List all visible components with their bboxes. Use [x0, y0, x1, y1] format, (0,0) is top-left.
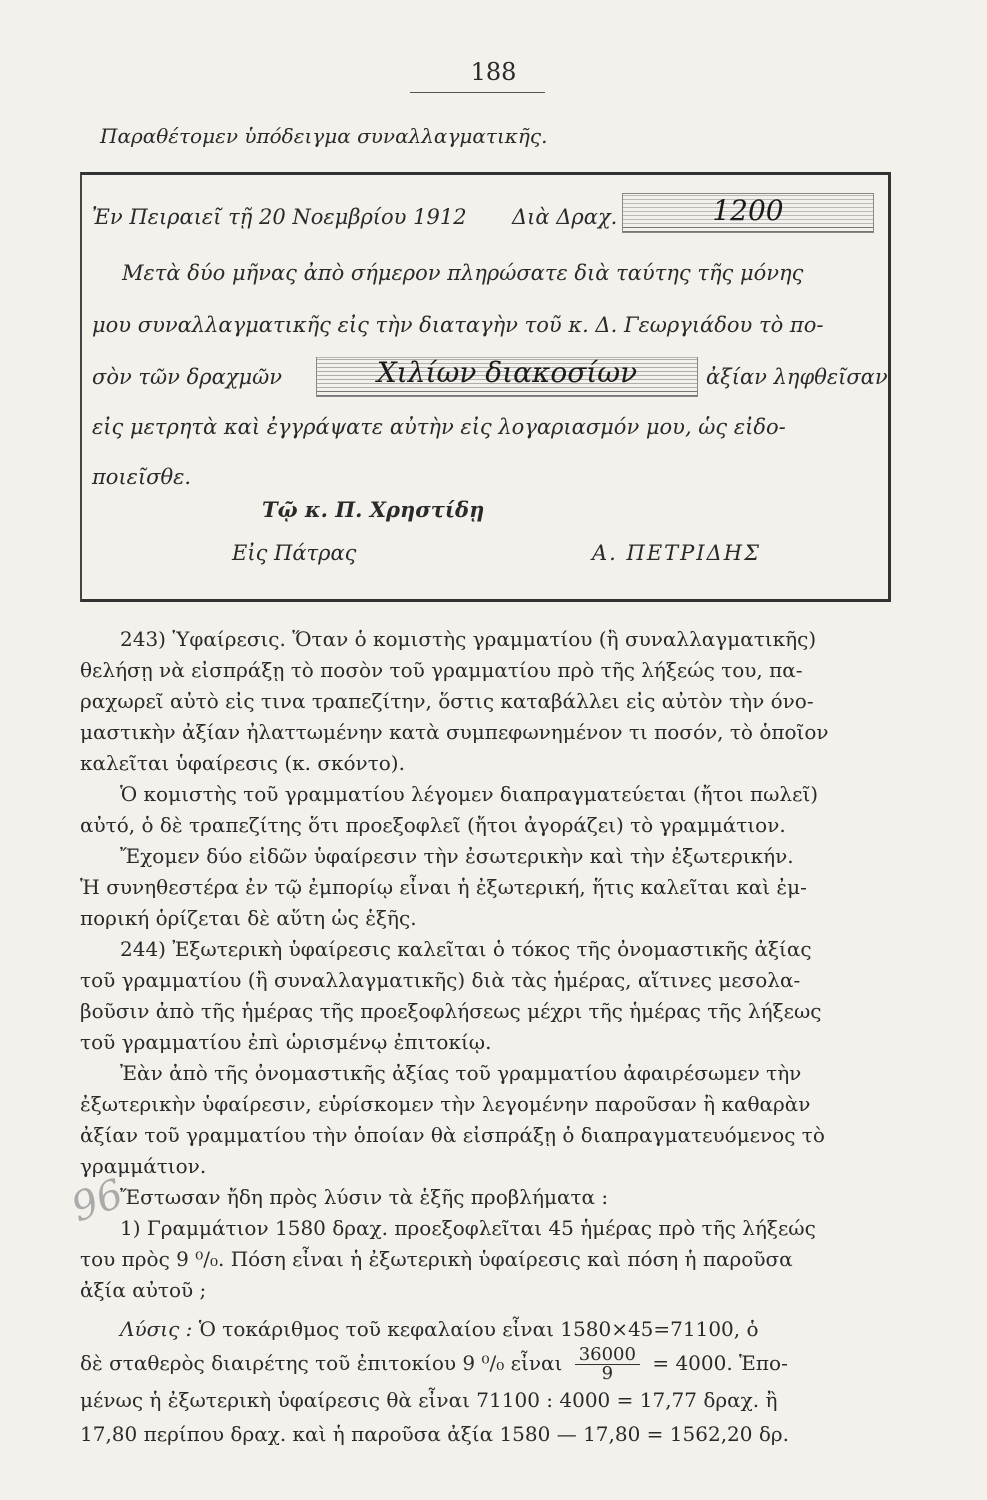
- bill-line-3-end: ἀξίαν ληφθεῖσαν: [706, 365, 888, 389]
- paragraph-line: μαστικὴν ἀξίαν ἠλαττωμένην κατὰ συμπεφωνημένον τι ποσόν, τὸ ὁποῖον: [80, 720, 829, 744]
- solution-line-1: [80, 1312, 900, 1346]
- paragraph-line: βοῦσιν ἀπὸ τῆς ἡμέρας τῆς προεξοφλήσεως μέχρι τῆς ἡμέρας τῆς λήξεως: [80, 999, 822, 1023]
- bill-amount-box: [622, 193, 874, 233]
- intro-text: Παραθέτομεν ὑπόδειγμα συναλλαγματικῆς.: [100, 124, 548, 148]
- paragraph-line: γραμμάτιον.: [80, 1154, 207, 1178]
- fraction-denominator: 9: [601, 1363, 614, 1384]
- solution: [80, 1312, 900, 1451]
- paragraph-line: Ἐὰν ἀπὸ τῆς ὀνομαστικῆς ἀξίας τοῦ γραμματίου ἀφαιρέσωμεν τὴν: [120, 1061, 802, 1085]
- bill-of-exchange: [80, 172, 891, 602]
- margin-note: 96: [65, 1170, 130, 1232]
- bill-addressee-city: Εἰς Πάτρας: [232, 541, 357, 565]
- bill-amount-handwritten: 1200: [623, 194, 873, 227]
- bill-addressee: Τῷ κ. Π. Χρηστίδῃ: [262, 497, 485, 522]
- solution-text-2b: = 4000. Ἑπο-: [652, 1351, 788, 1375]
- paragraph-line: πορική ὁρίζεται δὲ αὕτη ὡς ἑξῆς.: [80, 906, 417, 930]
- paragraph-line: θελήσῃ νὰ εἰσπράξῃ τὸ ποσὸν τοῦ γραμματίου πρὸ τῆς λήξεώς του, πα-: [80, 658, 803, 682]
- page-number-rule: [410, 92, 545, 93]
- solution-line-2: [80, 1346, 900, 1383]
- bill-signature: Α. ΠΕΤΡΙΔΗΣ: [592, 541, 761, 565]
- paragraph-line: του πρὸς 9 ⁰/₀. Πόση εἶναι ἡ ἐξωτερικὴ ὑφαίρεσις καὶ πόση ἡ παροῦσα: [80, 1247, 793, 1271]
- page-number: 188: [470, 58, 517, 86]
- paragraph-line: Ἡ συνηθεστέρα ἐν τῷ ἐμπορίῳ εἶναι ἡ ἐξωτερική, ἥτις καλεῖται καὶ ἐμ-: [80, 875, 807, 899]
- solution-text-2a: δὲ σταθερὸς διαιρέτης τοῦ ἐπιτοκίου 9 ⁰/₀ εἶναι: [80, 1351, 563, 1375]
- paragraph-line: ἀξίαν τοῦ γραμματίου τὴν ὁποίαν θὰ εἰσπράξῃ ὁ διαπραγματευόμενος τὸ: [80, 1123, 825, 1147]
- paragraph-line: Ἔχομεν δύο εἰδῶν ὑφαίρεσιν τὴν ἐσωτερικὴν καὶ τὴν ἐξωτερικήν.: [120, 844, 794, 868]
- bill-words-handwritten: Χιλίων διακοσίων: [317, 356, 697, 389]
- bill-line-2: μου συναλλαγματικῆς εἰς τὴν διαταγὴν τοῦ κ. Δ. Γεωργιάδου τὸ πο-: [92, 313, 824, 337]
- paragraph-line: Ἔστωσαν ἤδη πρὸς λύσιν τὰ ἑξῆς προβλήματα :: [120, 1185, 609, 1209]
- bill-words-box: [316, 357, 698, 397]
- solution-text-1: Ὁ τοκάριθμος τοῦ κεφαλαίου εἶναι 1580×45=71100, ὁ: [198, 1317, 759, 1341]
- paragraph-line: ἀξία αὐτοῦ ;: [80, 1278, 207, 1302]
- solution-label: Λύσις :: [120, 1317, 193, 1341]
- body-text: [80, 624, 900, 1306]
- bill-line-5: ποιεῖσθε.: [92, 465, 192, 489]
- divisor-fraction: [575, 1346, 640, 1383]
- bill-place-date: Ἐν Πειραιεῖ τῇ 20 Νοεμβρίου 1912: [92, 205, 467, 229]
- paragraph-line: τοῦ γραμματίου ἐπὶ ὡρισμένῳ ἐπιτοκίῳ.: [80, 1030, 492, 1054]
- solution-line-3: μένως ἡ ἐξωτερικὴ ὑφαίρεσις θὰ εἶναι 71100 : 4000 = 17,77 δραχ. ἢ: [80, 1388, 778, 1412]
- paragraph-line: 243) Ὑφαίρεσις. Ὅταν ὁ κομιστὴς γραμματίου (ἢ συναλλαγματικῆς): [120, 627, 817, 651]
- paragraph-line: 1) Γραμμάτιον 1580 δραχ. προεξοφλεῖται 45 ἡμέρας πρὸ τῆς λήξεώς: [120, 1216, 816, 1240]
- paragraph-line: Ὁ κομιστὴς τοῦ γραμματίου λέγομεν διαπραγματεύεται (ἤτοι πωλεῖ): [120, 782, 819, 806]
- bill-line-1: Μετὰ δύο μῆνας ἀπὸ σήμερον πληρώσατε διὰ ταύτης τῆς μόνης: [122, 261, 804, 285]
- bill-line-4: εἰς μετρητὰ καὶ ἐγγράψατε αὐτὴν εἰς λογαριασμόν μου, ὡς εἰδο-: [92, 415, 786, 439]
- paragraph-line: καλεῖται ὑφαίρεσις (κ. σκόντο).: [80, 751, 405, 775]
- solution-line-4: 17,80 περίπου δραχ. καὶ ἡ παροῦσα ἀξία 1580 — 17,80 = 1562,20 δρ.: [80, 1422, 790, 1446]
- paragraph-line: αὐτό, ὁ δὲ τραπεζίτης ὅτι προεξοφλεῖ (ἤτοι ἀγοράζει) τὸ γραμμάτιον.: [80, 813, 786, 837]
- paragraph-line: ραχωρεῖ αὐτὸ εἰς τινα τραπεζίτην, ὅστις καταβάλλει εἰς αὐτὸν τὴν όνο-: [80, 689, 814, 713]
- bill-amount-label: Διὰ Δραχ.: [512, 205, 618, 229]
- bill-line-3-start: σὸν τῶν δραχμῶν: [92, 365, 283, 389]
- paragraph-line: τοῦ γραμματίου (ἢ συναλλαγματικῆς) διὰ τὰς ἡμέρας, αἵτινες μεσολα-: [80, 968, 801, 992]
- paragraph-line: 244) Ἐξωτερικὴ ὑφαίρεσις καλεῖται ὁ τόκος τῆς ὀνομαστικῆς ἀξίας: [120, 937, 812, 961]
- paragraph-line: ἐξωτερικὴν ὑφαίρεσιν, εὑρίσκομεν τὴν λεγομένην παροῦσαν ἢ καθαρὰν: [80, 1092, 811, 1116]
- fraction-numerator: 36000: [575, 1346, 640, 1365]
